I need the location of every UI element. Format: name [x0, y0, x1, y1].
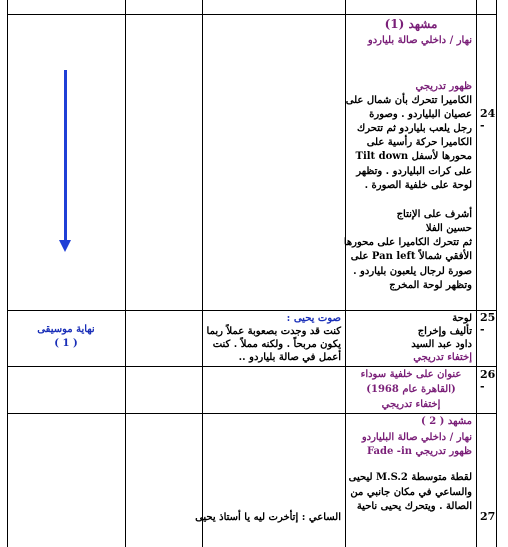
column-divider	[125, 0, 126, 547]
action-line: لوحة على خلفية الصورة .	[364, 180, 472, 191]
music-cue-number: ( 1 )	[54, 338, 78, 349]
scene-number: 26 -	[480, 368, 496, 393]
action-line: رجل يلعب بلياردو ثم تتحرك	[357, 123, 472, 134]
scene-subtitle: نهار / داخلي صالة البلياردو	[361, 432, 472, 443]
table-border-left	[7, 0, 8, 547]
row-divider	[7, 413, 497, 414]
action-line: لقطة متوسطة M.S.2 ليحيى	[348, 472, 472, 483]
action-line: محورها لأسفل Tilt down	[355, 151, 472, 162]
scene-number: 25 -	[480, 311, 496, 336]
row-divider	[7, 14, 497, 15]
scene-title: مشهد ( 2 )	[420, 416, 472, 427]
row-divider	[7, 310, 497, 311]
action-line: والساعي في مكان جانبي من	[350, 487, 472, 498]
desc-line: تأليف وإخراج	[417, 326, 472, 337]
title-card-line: (القاهرة عام 1968)	[366, 384, 456, 395]
fade-out-label: إختفاء تدريجي	[413, 352, 472, 363]
voice-speaker: صوت يحيى :	[286, 313, 341, 324]
voice-line: يكون مربحاً . ولكنه مملاً . كنت	[212, 339, 341, 350]
action-line: صورة لرجال يلعبون بلياردو .	[353, 266, 472, 277]
fade-in-label: ظهور تدريجي Fade -in	[366, 446, 472, 457]
scene-subtitle: نهار / داخلي صالة بلياردو	[367, 35, 472, 46]
table-border-right	[496, 0, 497, 547]
column-divider	[476, 0, 477, 547]
voice-line: الساعي : إتأخرت ليه يا أستاذ يحيى	[195, 512, 341, 523]
column-divider	[202, 0, 203, 547]
voice-line: كنت قد وجدت بصعوبة عملاً ربما	[206, 326, 341, 337]
action-line: أشرف على الإنتاج	[396, 209, 472, 220]
row-divider	[7, 366, 497, 367]
desc-line: لوحة	[452, 313, 472, 324]
fade-out-label: إختفاء تدريجي	[381, 399, 441, 410]
action-line: عصيان البلياردو . وصورة	[369, 109, 472, 120]
action-line: وتظهر لوحة المخرج	[389, 280, 472, 291]
action-line: ثم تتحرك الكاميرا على محورها	[343, 237, 472, 248]
music-cue: نهاية موسيقى	[37, 324, 95, 335]
desc-line: داود عبد السيد	[411, 339, 472, 350]
action-line: الكاميرا تتحرك بأن شمال على	[345, 95, 472, 106]
action-line: الكاميرا حركة رأسية على	[366, 137, 472, 148]
camera-movement-arrow	[64, 70, 67, 242]
action-line: حسين الفلا	[425, 223, 472, 234]
fade-in-label: ظهور تدريجي	[415, 81, 472, 92]
voice-line: أعمل في صالة بلياردو ..	[238, 352, 341, 363]
arrow-head-icon	[59, 240, 71, 252]
action-line: الصالة . ويتحرك يحيى ناحية	[356, 501, 472, 512]
action-line: الأفقي شمالاً Pan left على	[350, 251, 472, 262]
scene-number: 27	[480, 510, 496, 523]
scene-number: 24 -	[480, 107, 496, 132]
scene-title: مشهد (1)	[384, 17, 438, 31]
column-divider	[345, 0, 346, 547]
action-line: على كرات البلياردو . وتظهر	[356, 166, 472, 177]
title-card-line: عنوان على خلفية سوداء	[360, 369, 462, 380]
